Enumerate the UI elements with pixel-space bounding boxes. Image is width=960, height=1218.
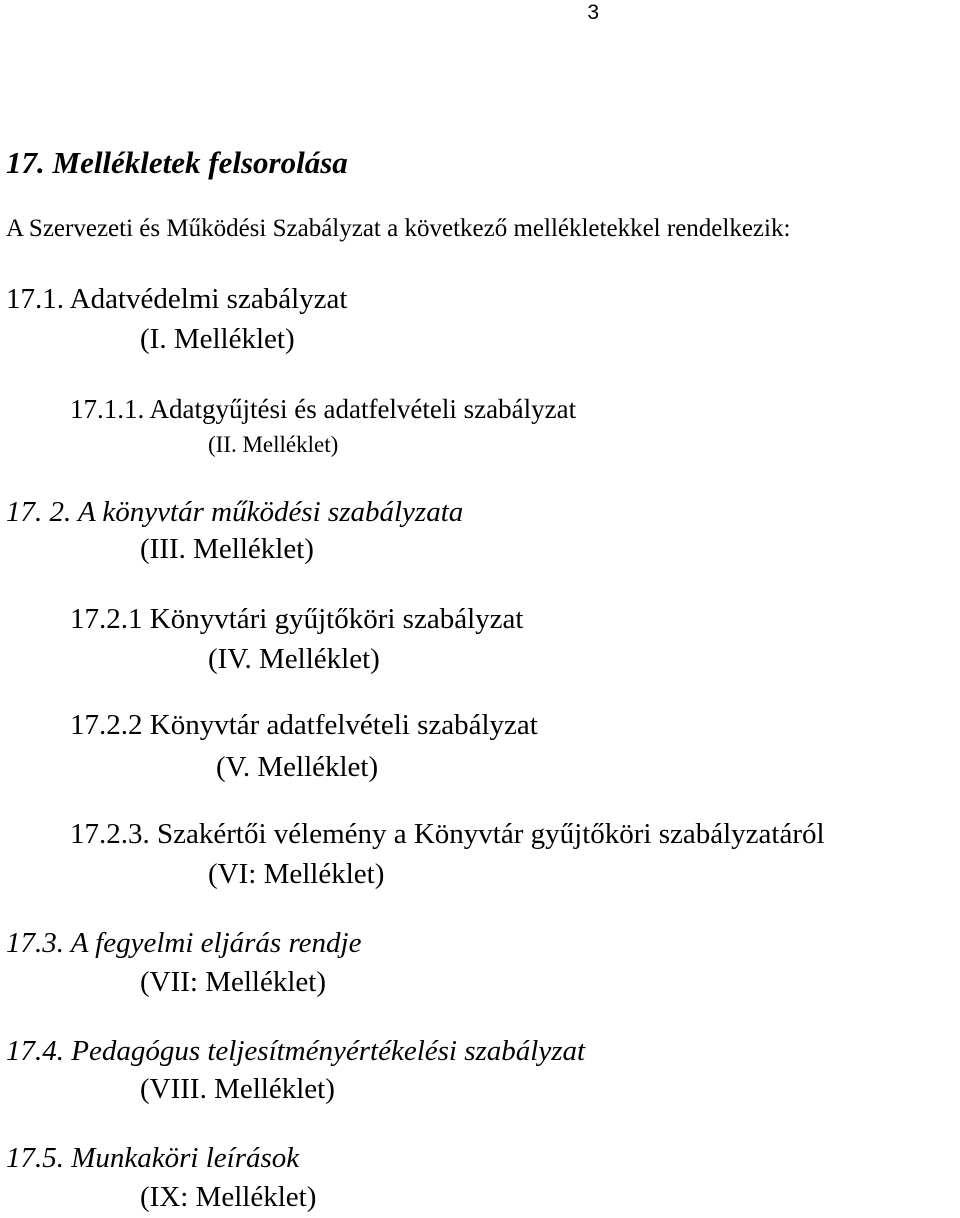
list-item-annex: (IX: Melléklet) xyxy=(140,1181,317,1213)
list-item-annex: (VII: Melléklet) xyxy=(140,966,327,998)
list-item-title: 17. 2. A könyvtár működési szabályzata xyxy=(6,496,464,528)
list-item-annex: (III. Melléklet) xyxy=(140,533,314,565)
list-item-title: 17.1. Adatvédelmi szabályzat xyxy=(6,283,348,315)
list-item-title: 17.2.1 Könyvtári gyűjtőköri szabályzat xyxy=(70,603,524,635)
list-item-annex: (VIII. Melléklet) xyxy=(140,1073,335,1105)
intro-text: A Szervezeti és Működési Szabályzat a következő mellékletekkel rendelkezik: xyxy=(6,215,791,242)
list-item-title: 17.5. Munkaköri leírások xyxy=(6,1142,300,1174)
list-item-annex: (II. Melléklet) xyxy=(208,432,339,457)
list-item-annex: (IV. Melléklet) xyxy=(208,643,380,675)
list-item-title: 17.2.2 Könyvtár adatfelvételi szabályzat xyxy=(70,709,538,741)
list-item-title: 17.2.3. Szakértői vélemény a Könyvtár gyűjtőköri szabályzatáról xyxy=(70,818,825,850)
list-item-annex: (I. Melléklet) xyxy=(140,323,295,355)
page-number: 3 xyxy=(587,1,599,24)
section-heading: 17. Mellékletek felsorolása xyxy=(6,145,348,180)
list-item-annex: (V. Melléklet) xyxy=(216,751,379,783)
list-item-title: 17.1.1. Adatgyűjtési és adatfelvételi szabályzat xyxy=(70,394,577,424)
list-item-annex: (VI: Melléklet) xyxy=(208,858,385,890)
list-item-title: 17.3. A fegyelmi eljárás rendje xyxy=(6,927,362,959)
list-item-title: 17.4. Pedagógus teljesítményértékelési szabályzat xyxy=(6,1035,586,1067)
